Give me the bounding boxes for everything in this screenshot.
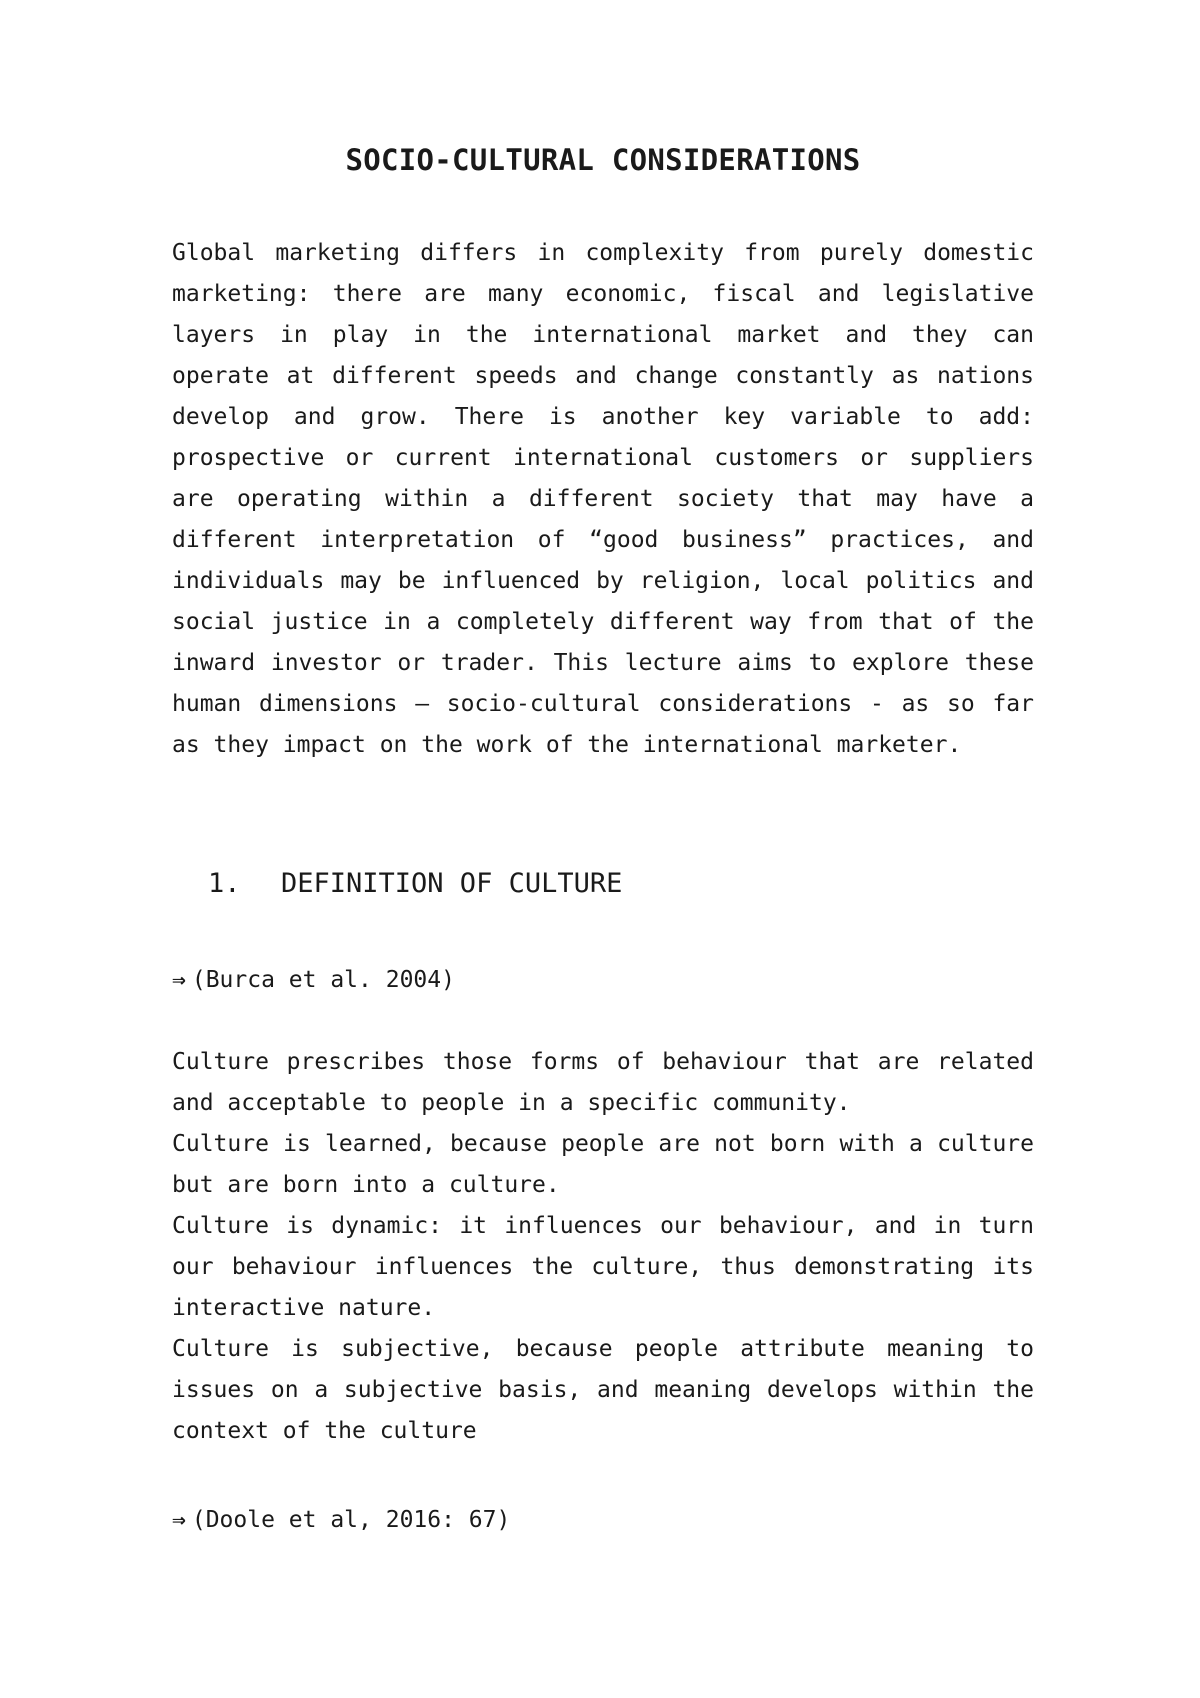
- culture-point: Culture is subjective, because people attribute meaning to issues on a subjective basis, and meaning develops within the context of the culture: [172, 1336, 1034, 1444]
- document-title: SOCIO-CULTURAL CONSIDERATIONS: [345, 143, 861, 177]
- section-number: 1.: [208, 868, 241, 899]
- reference-burca: [172, 960, 455, 1001]
- section-title: DEFINITION OF CULTURE: [281, 868, 623, 899]
- culture-point: Culture prescribes those forms of behaviour that are related and acceptable to people in a specific community.: [172, 1049, 1034, 1116]
- section-heading-definition-of-culture: [208, 868, 622, 899]
- arrow-right-icon: ⇒: [172, 1507, 186, 1533]
- culture-points: [172, 1042, 1034, 1452]
- reference-text: (Doole et al, 2016: 67): [191, 1507, 511, 1533]
- reference-doole: [172, 1500, 510, 1541]
- culture-point: Culture is learned, because people are not born with a culture but are born into a culture.: [172, 1131, 1034, 1198]
- arrow-right-icon: ⇒: [172, 967, 186, 993]
- intro-paragraph: Global marketing differs in complexity from purely domestic marketing: there are many economic, fiscal and legislative layers in play in the international market and they can operate at different speeds and change constantly as nations develop and grow. There is another key variable to add: prospective or current international customers or suppliers are operating within a different society that may have a different interpretation of “good business” practices, and individuals may be influenced by religion, local politics and social justice in a completely different way from that of the inward investor or trader. This lecture aims to explore these human dimensions – socio-cultural considerations - as so far as they impact on the work of the international marketer.: [172, 240, 1034, 758]
- reference-text: (Burca et al. 2004): [191, 967, 455, 993]
- culture-point: Culture is dynamic: it influences our behaviour, and in turn our behaviour influences the culture, thus demonstrating its interactive nature.: [172, 1213, 1034, 1321]
